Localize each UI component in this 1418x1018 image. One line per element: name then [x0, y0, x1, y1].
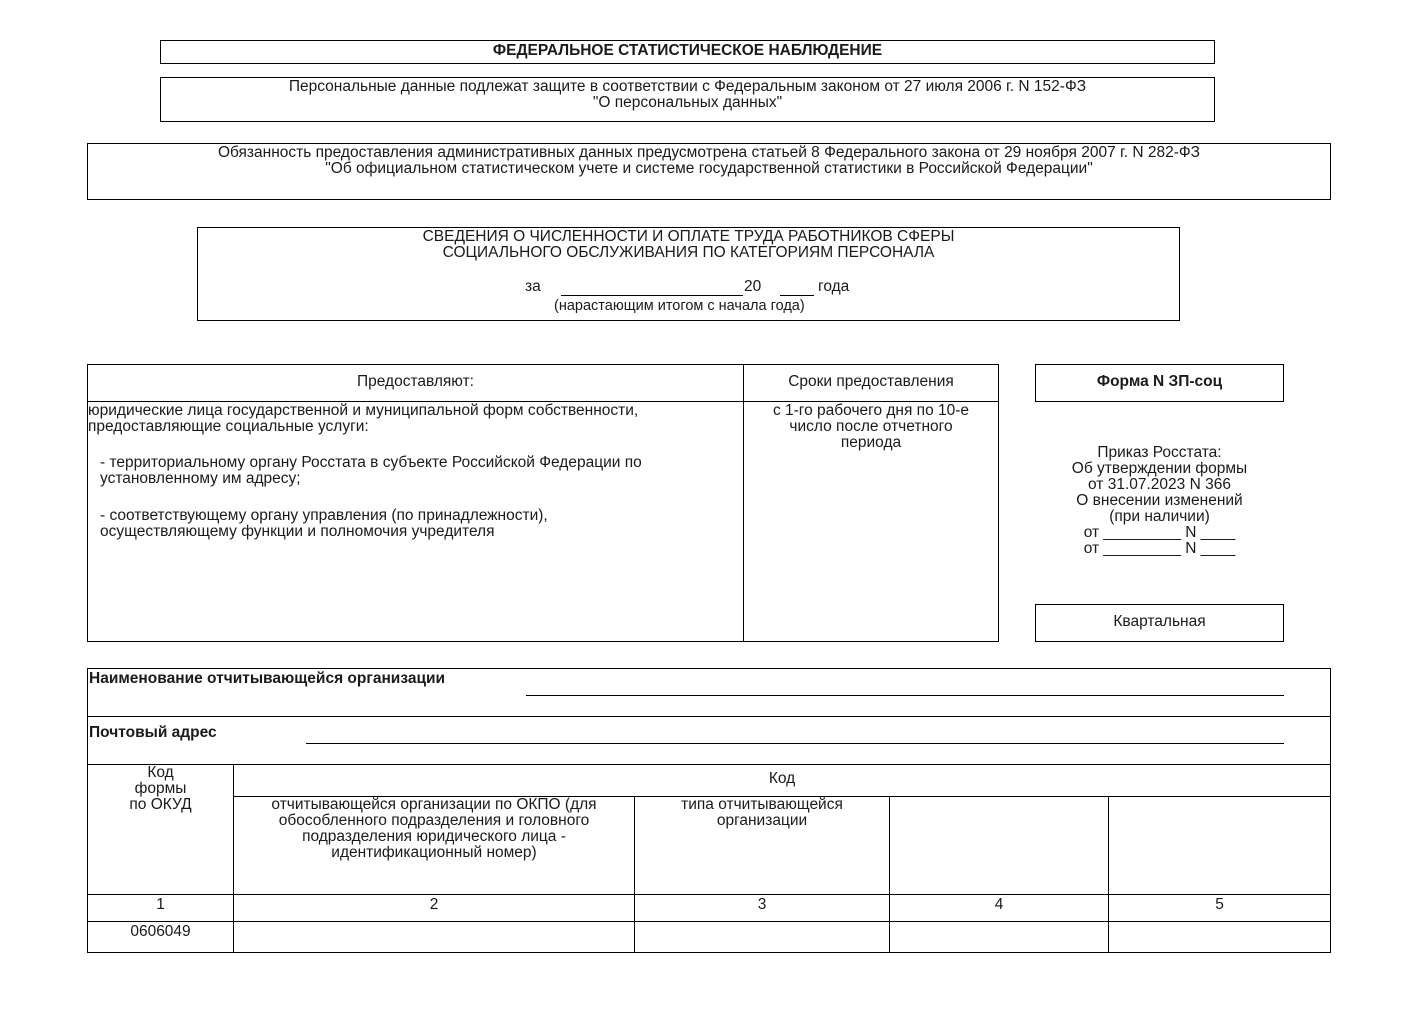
codes-numbers-bottom-divider	[88, 921, 1330, 922]
providers-item1-line1: - территориальному органу Росстата в субъекте Российской Федерации по	[100, 454, 642, 471]
okpo-header-line2: обособленного подразделения и головного	[278, 812, 590, 829]
obligation-line1: Обязанность предоставления административных данных предусмотрена статьей 8 Федерального закона от 29 ноября 2007 г. N 282-ФЗ	[217, 144, 1201, 161]
col-number-2: 2	[429, 896, 439, 913]
organization-name-label: Наименование отчитывающейся организации	[89, 670, 446, 687]
code-col5-field[interactable]	[1111, 924, 1326, 948]
okpo-header-line4: идентификационный номер)	[331, 844, 537, 861]
okud-header-line2: формы	[134, 780, 187, 797]
col-number-4: 4	[994, 896, 1004, 913]
order-line3: от 31.07.2023 N 366	[1088, 476, 1231, 493]
period-note: (нарастающим итогом с начала года)	[554, 298, 805, 314]
obligation-line2: "Об официальном статистическом учете и системе государственной статистики в Российской Федерации"	[325, 160, 1093, 177]
order-line6: от _________ N ____	[1083, 524, 1236, 541]
providers-when-line3: периода	[840, 434, 902, 451]
year-prefix: 20	[744, 278, 762, 295]
codes-col3-divider	[889, 796, 890, 952]
org-row-divider	[88, 716, 1330, 717]
report-title-box	[197, 227, 1180, 321]
order-info	[1035, 445, 1284, 557]
providers-table	[87, 364, 999, 642]
personal-data-notice	[160, 77, 1215, 122]
report-title-line1: СВЕДЕНИЯ О ЧИСЛЕННОСТИ И ОПЛАТЕ ТРУДА РАБОТНИКОВ СФЕРЫ	[422, 228, 955, 245]
period-blank-line	[561, 295, 743, 296]
obligation-notice	[87, 143, 1331, 200]
providers-item1-line2: установленному им адресу;	[100, 470, 301, 487]
type-header-line1: типа отчитывающейся	[681, 796, 843, 813]
providers-header-who: Предоставляют:	[356, 373, 474, 390]
order-line7: от _________ N ____	[1083, 540, 1236, 557]
form-name-box: Форма N ЗП-соц	[1035, 364, 1284, 402]
federal-observation-title: ФЕДЕРАЛЬНОЕ СТАТИСТИЧЕСКОЕ НАБЛЮДЕНИЕ	[160, 40, 1215, 64]
col-number-1: 1	[156, 896, 165, 913]
org-type-code-field[interactable]	[637, 924, 885, 948]
providers-header-when: Сроки предоставления	[788, 373, 954, 390]
okpo-header-line1: отчитывающейся организации по ОКПО (для	[271, 796, 597, 813]
postal-address-label: Почтовый адрес	[89, 724, 217, 741]
codes-col4-divider	[1108, 796, 1109, 952]
organization-name-field[interactable]	[526, 673, 1284, 696]
providers-when-line2: число после отчетного	[789, 418, 953, 435]
providers-who-line2: предоставляющие социальные услуги:	[88, 418, 369, 435]
type-header-line2: организации	[716, 812, 808, 829]
providers-when-line1: с 1-го рабочего дня по 10-е	[772, 402, 970, 419]
code-col4-field[interactable]	[892, 924, 1104, 948]
personal-data-line2: "О персональных данных"	[592, 94, 783, 111]
col-number-3: 3	[757, 896, 767, 913]
periodicity-box: Квартальная	[1035, 604, 1284, 642]
address-row-divider	[88, 764, 1330, 765]
order-line2: Об утверждении формы	[1071, 460, 1248, 477]
organization-table	[87, 668, 1331, 953]
order-line5: (при наличии)	[1109, 508, 1210, 525]
okud-header-line1: Код	[147, 764, 174, 781]
okpo-code-field[interactable]	[236, 924, 630, 948]
report-title-line2: СОЦИАЛЬНОГО ОБСЛУЖИВАНИЯ ПО КАТЕГОРИЯМ ПЕРСОНАЛА	[442, 244, 935, 261]
providers-item2-line2: осуществляющему функции и полномочия учредителя	[100, 523, 495, 540]
order-line1: Приказ Росстата:	[1097, 444, 1222, 461]
okud-header-line3: по ОКУД	[129, 796, 192, 813]
year-blank-line	[780, 295, 814, 296]
providers-item2-line1: - соответствующему органу управления (по принадлежности),	[100, 507, 548, 524]
postal-address-field[interactable]	[306, 721, 1284, 744]
order-line4: О внесении изменений	[1076, 492, 1243, 509]
codes-numbers-top-divider	[88, 894, 1330, 895]
providers-who-line1: юридические лица государственной и муниципальной форм собственности,	[88, 402, 639, 419]
code-header: Код	[768, 770, 796, 787]
period-prefix: за	[525, 278, 541, 295]
year-suffix: года	[818, 278, 850, 295]
col-number-5: 5	[1215, 896, 1224, 913]
okpo-header-line3: подразделения юридического лица -	[302, 828, 566, 845]
okud-code-value: 0606049	[130, 923, 191, 940]
personal-data-line1: Персональные данные подлежат защите в соответствии с Федеральным законом от 27 июля 2006 г. N 152-ФЗ	[288, 78, 1087, 95]
